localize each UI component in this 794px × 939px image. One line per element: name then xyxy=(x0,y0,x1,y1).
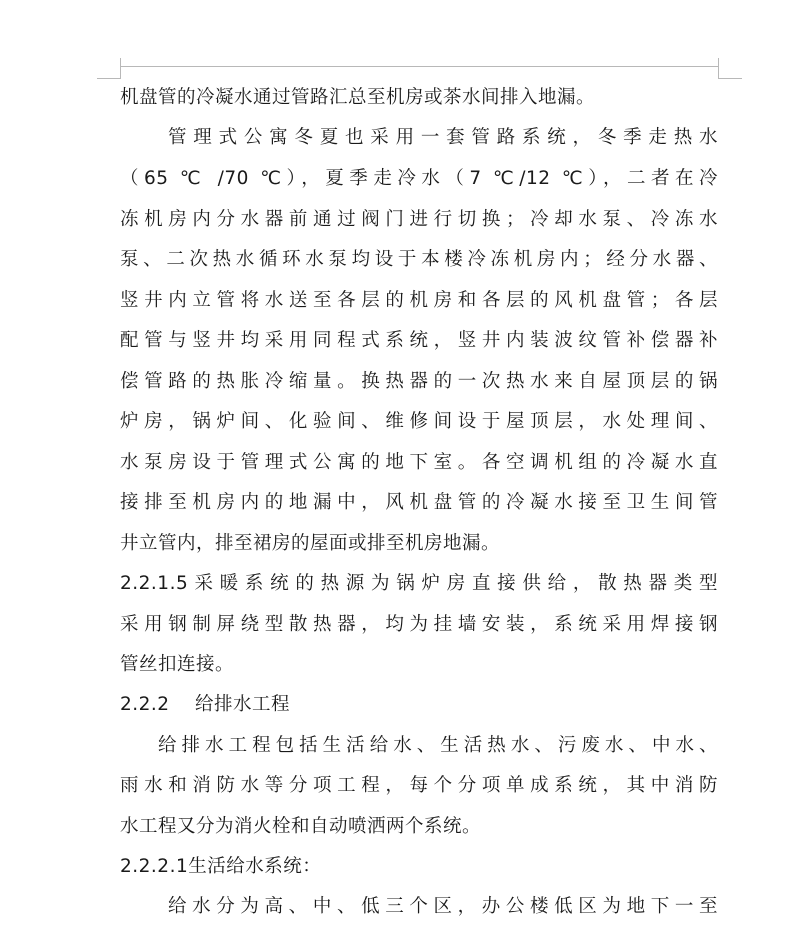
paragraph-first-line: 给水分为高、中、低三个区，办公楼低区为地下一至 xyxy=(168,896,718,917)
text-line: 配管与竖井均采用同程式系统，竖井内装波纹管补偿器补 xyxy=(120,330,718,351)
text-line: 井立管内，排至裙房的屋面或排至机房地漏。 xyxy=(120,533,501,554)
text-line: 管丝扣连接。 xyxy=(120,654,235,675)
text-line: 竖井内立管将水送至各层的机房和各层的风机盘管；各层 xyxy=(120,290,718,311)
text-line: 机盘管的冷凝水通过管路汇总至机房或茶水间排入地漏。 xyxy=(120,87,596,108)
text-line: 冻机房内分水器前通过阀门进行切换；冷却水泵、冷冻水 xyxy=(120,209,718,230)
margin-top-line xyxy=(120,66,718,67)
crop-mark-left-horizontal xyxy=(97,78,121,79)
text-line: 水泵房设于管理式公寓的地下室。各空调机组的冷凝水直 xyxy=(120,452,718,473)
text-line: 雨水和消防水等分项工程，每个分项单成系统，其中消防 xyxy=(120,775,718,796)
text-line: 接排至机房内的地漏中，风机盘管的冷凝水接至卫生间管 xyxy=(120,492,718,513)
paragraph-first-line: 管理式公寓冬夏也采用一套管路系统，冬季走热水 xyxy=(168,127,718,148)
text-line: 采用钢制屏绕型散热器，均为挂墙安装，系统采用焊接钢 xyxy=(120,614,718,635)
section-heading: 2.2.2 给排水工程 xyxy=(120,694,290,715)
subsection-heading: 2.2.2.1生活给水系统： xyxy=(120,856,322,877)
text-line: （65 ℃ /70 ℃），夏季走冷水（7 ℃/12 ℃），二者在冷 xyxy=(120,168,718,189)
text-line: 水工程又分为消火栓和自动喷洒两个系统。 xyxy=(120,816,482,837)
crop-mark-right-vertical xyxy=(718,58,719,79)
text-line: 泵、二次热水循环水泵均设于本楼冷冻机房内；经分水器、 xyxy=(120,249,718,270)
crop-mark-right-horizontal xyxy=(718,78,742,79)
crop-mark-left-vertical xyxy=(120,58,121,79)
text-line: 偿管路的热胀冷缩量。换热器的一次热水来自屋顶层的锅 xyxy=(120,371,718,392)
paragraph-first-line: 给排水工程包括生活给水、生活热水、污废水、中水、 xyxy=(158,735,718,756)
text-line: 2.2.1.5采暖系统的热源为锅炉房直接供给，散热器类型 xyxy=(120,573,718,594)
text-line: 炉房，锅炉间、化验间、维修间设于屋顶层，水处理间、 xyxy=(120,411,718,432)
